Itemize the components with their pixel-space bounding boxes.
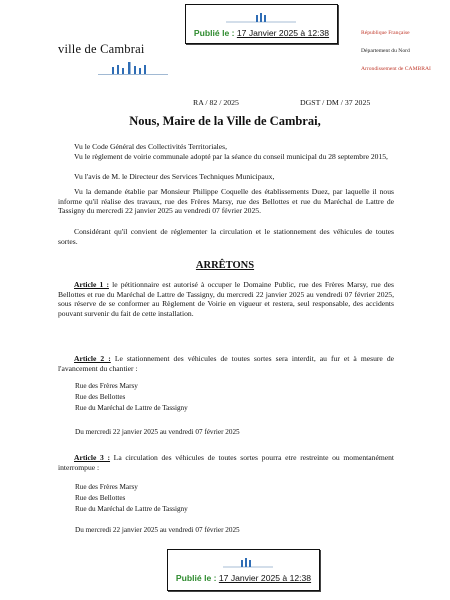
page-title: Nous, Maire de la Ville de Cambrai, bbox=[129, 114, 321, 128]
article-3-label: Article 3 : bbox=[74, 453, 111, 462]
reference-ra: RA / 82 / 2025 bbox=[193, 98, 239, 107]
arrondissement-label: Arrondissement de CAMBRAI bbox=[361, 65, 431, 72]
publication-date: 17 Janvier 2025 à 12:38 bbox=[236, 28, 330, 38]
article-3 bbox=[58, 453, 394, 472]
reference-dgst: DGST / DM / 37 2025 bbox=[300, 98, 371, 107]
article-1-label: Article 1 : bbox=[74, 280, 109, 289]
article-1-text: le pétitionnaire est autorisé à occuper le Domaine Public, rue des Frères Marsy, rue des Bellottes et rue du Maréchal de Lattre de Tassigny, du mercredi 22 janvier 2025 au vendredi 07 février 2025, sous réserve de se conformer au Règlement de Voirie en vigueur et restera, seul responsable, des accidents pouvant survenir du fait de cette installation. bbox=[58, 280, 394, 318]
street-item: Rue des Frères Marsy bbox=[75, 382, 138, 390]
street-item: Rue des Frères Marsy bbox=[75, 483, 138, 491]
article-2-label: Article 2 : bbox=[74, 354, 111, 363]
article-3-text: La circulation des véhicules de toutes sortes pourra etre restreinte ou momentanément interrompue : bbox=[58, 453, 395, 472]
vu-code: Vu le Code Général des Collectivités Territoriales, bbox=[74, 142, 228, 151]
logo-text: ville de Cambrai bbox=[58, 42, 145, 56]
publication-stamp-top bbox=[185, 4, 338, 44]
street-item: Rue du Maréchal de Lattre de Tassigny bbox=[75, 505, 188, 514]
republic-label: République Française bbox=[361, 30, 410, 36]
vu-reglement: Vu le règlement de voirie communale adopté par la séance du conseil municipal du 28 septembre 2015, bbox=[74, 152, 388, 161]
street-item: Rue des Bellottes bbox=[75, 494, 126, 503]
vu-demande: Vu la demande établie par Monsieur Philippe Coquelle des établissements Duez, par laquelle il nous informe qu'il réalise des travaux, rue des Frères Marsy, rue des Bellottes et rue du Maréchal de Lattre de Tassigny du mercredi 22 janvier 2025 au vendredi 07 février 2025. bbox=[58, 187, 394, 216]
city-towers-icon bbox=[98, 58, 168, 76]
street-item: Rue des Bellottes bbox=[75, 393, 126, 402]
vu-avis: Vu l'avis de M. le Directeur des Services Techniques Municipaux, bbox=[74, 172, 275, 181]
publication-label: Publié le : bbox=[193, 28, 235, 38]
considerant: Considérant qu'il convient de réglementer la circulation et le stationnement des véhicules de toutes sortes. bbox=[58, 227, 394, 246]
article-2 bbox=[58, 354, 394, 373]
arretons-heading: ARRÊTONS bbox=[195, 260, 255, 271]
department-label: Département du Nord bbox=[361, 47, 410, 54]
street-item: Rue du Maréchal de Lattre de Tassigny bbox=[75, 404, 188, 413]
city-logo bbox=[58, 42, 168, 57]
article-2-dates: Du mercredi 22 janvier 2025 au vendredi 07 février 2025 bbox=[75, 428, 240, 436]
article-3-dates: Du mercredi 22 janvier 2025 au vendredi 07 février 2025 bbox=[75, 526, 240, 534]
article-3-streets bbox=[75, 482, 188, 516]
article-1 bbox=[58, 280, 394, 318]
publication-label: Publié le : bbox=[175, 573, 217, 583]
article-2-text: Le stationnement des véhicules de toutes sortes sera interdit, au fur et à mesure de l'avancement du chantier : bbox=[58, 354, 395, 373]
administrative-header bbox=[361, 30, 443, 84]
article-2-streets bbox=[75, 381, 188, 415]
city-skyline-icon bbox=[223, 555, 273, 569]
publication-date: 17 Janvier 2025 à 12:38 bbox=[218, 573, 312, 583]
publication-stamp-bottom bbox=[167, 549, 320, 591]
city-skyline-icon bbox=[226, 10, 296, 24]
